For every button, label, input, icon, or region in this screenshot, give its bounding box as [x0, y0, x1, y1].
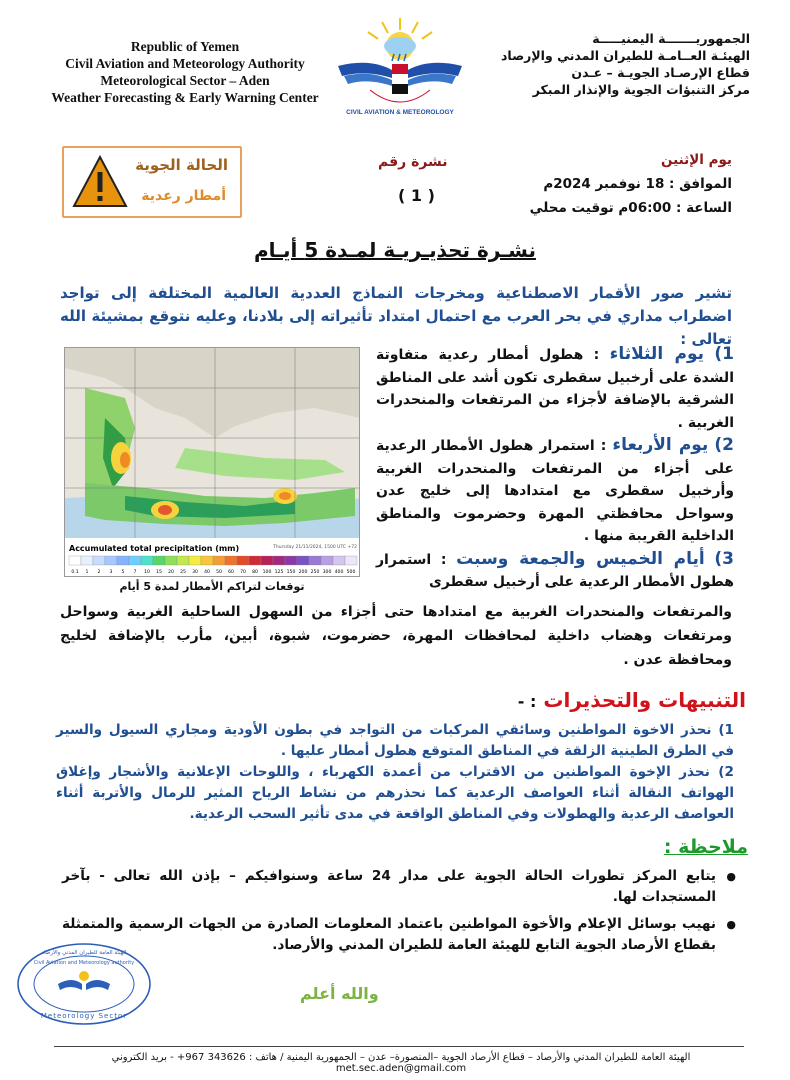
legend-tick-label: 50: [216, 570, 222, 575]
legend-tick-label: 100: [262, 570, 272, 575]
warnings-title-suffix: : -: [517, 692, 537, 711]
legend-swatch: [117, 556, 129, 565]
authority-logo: [330, 14, 470, 126]
header-en-line: Republic of Yemen: [130, 39, 240, 54]
seal-arabic: الهيئة العامة للطيران المدني والأرصاد: [41, 950, 127, 956]
legend-swatch: [321, 556, 333, 565]
legend-tick-label: 15: [156, 570, 162, 575]
legend-swatch: [345, 556, 357, 565]
status-title: الحالة الجوية: [135, 156, 228, 174]
legend-tick-label: 80: [252, 570, 258, 575]
logo-arc-text: CIVIL AVIATION & METEOROLOGY: [346, 109, 454, 116]
status-subtitle: أمطار رعدية: [141, 188, 226, 204]
map-caption: توقعات لتراكم الأمطار لمدة 5 أيام: [119, 580, 305, 593]
legend-tick-label: 25: [180, 570, 186, 575]
legend-swatch: [69, 556, 81, 565]
legend-swatch: [153, 556, 165, 565]
legend-swatch: [165, 556, 177, 565]
notes-title: ملاحظة :: [663, 836, 748, 858]
legend-swatch: [309, 556, 321, 565]
legend-tick-label: 7: [133, 570, 137, 575]
header-en-line: Civil Aviation and Meteorology Authority: [65, 56, 305, 71]
legend-swatch: [189, 556, 201, 565]
warning-triangle-icon: [72, 154, 128, 210]
legend-swatch: [297, 556, 309, 565]
seal-english: Civil Aviation and Meteorology authority: [33, 960, 135, 966]
legend-swatch: [285, 556, 297, 565]
legend-swatch: [213, 556, 225, 565]
weather-status-box: [62, 146, 242, 218]
legend-swatch: [261, 556, 273, 565]
day-text: : استمرار هطول الأمطار الرعدية على أجزاء من المرتفعات والمنحدرات الغربية وأرخبيل سقطرى مع امتدادها إلى خليج عدن وسواحل محافظتي المهرة وحضرموت والمناطق الداخلية القريبة منها .: [376, 438, 734, 544]
header-english: [30, 38, 340, 106]
date-block: [472, 148, 732, 220]
header-ar-line: الهيئـة العــامـة للطيران المدني والإرصاد: [500, 48, 750, 63]
legend-tick-label: 200: [298, 570, 308, 575]
forecast-days: [376, 343, 734, 594]
header-arabic: [460, 30, 750, 98]
warnings-title-text: التنبيهات والتحذيرات: [543, 688, 746, 712]
forecast-day: [376, 343, 734, 434]
warnings-title: [518, 688, 746, 712]
legend-swatch: [105, 556, 117, 565]
legend-swatch: [225, 556, 237, 565]
authority-seal: [14, 940, 154, 1028]
seal-bottom: Meteorology Sector: [40, 1012, 128, 1020]
day-name: يوم الإثنين: [660, 152, 732, 168]
legend-tick-label: 10: [144, 570, 150, 575]
legend-tick-label: 2: [97, 570, 101, 575]
notes-list: [62, 866, 738, 962]
legend-tick-label: 150: [286, 570, 296, 575]
legend-tick-label: 0.1: [71, 570, 79, 575]
map-legend-title: Accumulated total precipitation (mm): [69, 544, 240, 553]
warning-item: 1) نحذر الاخوة المواطنين وسائقي المركبات من التواجد في بطون الأودية ومجاري السيول والسير في الطرق الطينية الزلقة في المناطق المتوقع هطول أمطار عليها .: [56, 722, 734, 759]
legend-tick-label: 300: [322, 570, 332, 575]
note-item: ● يتابع المركز تطورات الحالة الجوية على مدار 24 ساعة وسنوافيكم – بإذن الله تعالى - بآخر المستجدات لها.: [62, 866, 738, 908]
day-number: 3): [714, 548, 734, 569]
precipitation-map: [64, 347, 360, 577]
legend-tick-label: 70: [240, 570, 246, 575]
legend-swatch: [273, 556, 285, 565]
map-legend-info: Thursday 21/11/2024, 1500 UTC +72: [273, 545, 357, 550]
day-heading: يوم الأربعاء: [612, 435, 709, 455]
note-item: ● نهيب بوسائل الإعلام والأخوة المواطنين باعتماد المعلومات الصادرة من الجهات الرسمية والمتمثلة بقطاع الأرصاد الجوية التابع للهيئة العامة للطيران المدني والأرصاد.: [62, 914, 738, 956]
legend-tick-label: 30: [192, 570, 198, 575]
legend-tick-label: 250: [310, 570, 320, 575]
legend-swatch: [141, 556, 153, 565]
legend-tick-label: 5: [121, 570, 125, 575]
legend-swatch: [129, 556, 141, 565]
warning-item: 2) نحذر الإخوة المواطنين من الاقتراب من أعمدة الكهرباء ، واللوحات الإعلانية والأشجار وإغلاق الهواتف النقالة أثناء العواصف الرعدية كما نحذرهم من نشاط الرياح المثير للرمال والأتربة أثناء العواصف الرعدية والهطولات وفي المناطق الواقعة في مدى تأثير السحب الرعدية.: [56, 764, 734, 822]
warnings-body: [56, 720, 734, 825]
time-line: الساعة : 06:00م توقيت محلي: [529, 200, 732, 216]
day-number: 2): [714, 435, 735, 455]
legend-tick-label: 500: [346, 570, 356, 575]
header-en-line: Meteorological Sector – Aden: [100, 73, 270, 88]
day3-continuation: والمرتفعات والمنحدرات الغربية مع امتدادها حتى أجزاء من السهول الساحلية الغربية وسواحل ومرتفعات وهضاب داخلية لمحافظات المهرة، حضرموت، شبوة، أبين، مأرب بالإضافة لخليج ومحافظة عدن .: [60, 604, 732, 668]
legend-tick-label: 3: [109, 570, 113, 575]
legend-tick-label: 40: [204, 570, 210, 575]
legend-tick-label: 125: [274, 570, 284, 575]
legend-swatch: [177, 556, 189, 565]
day-text: : هطول أمطار رعدية متفاوتة الشدة على أرخبيل سقطرى تكون أشد على المناطق الشرقية بالإضافة لأجزاء من المرتفعات والمنحدرات الغربية .: [376, 347, 734, 431]
header-ar-line: قطاع الإرصـاد الجويـة – عـدن: [571, 65, 750, 80]
legend-swatch: [201, 556, 213, 565]
bulletin-number: ( 1 ): [398, 186, 435, 205]
day-heading: أيام الخميس والجمعة وسبت: [456, 548, 705, 569]
header-ar-line: الجمهوريـــــــة اليمنيـــــة: [592, 31, 750, 46]
header-ar-line: مركز التنبؤات الجوية والإنذار المبكر: [532, 82, 750, 97]
intro-paragraph: تشير صور الأقمار الاصطناعية ومخرجات النماذج العددية العالمية المختلفة إلى تواجد اضطراب مداري في بحر العرب مع احتمال امتداد تأثيراته إلى بلادنا، وعليه نتوقع بمشيئة الله تعالى :: [60, 284, 732, 348]
day-number: 1): [714, 344, 734, 364]
legend-tick-label: 400: [334, 570, 344, 575]
footer-text: الهيئة العامة للطيران المدني والأرصاد – قطاع الأرصاد الجوية –المنصورة– عدن – الجمهورية اليمنية / هاتف : 343626 967+ - بريد الكتروني met.sec.aden@gmail.com: [111, 1052, 691, 1074]
closing-phrase: والله أعلم: [300, 984, 379, 1003]
legend-swatch: [249, 556, 261, 565]
footer-divider: [54, 1046, 744, 1047]
legend-tick-label: 1: [85, 570, 89, 575]
header-en-line: Weather Forecasting & Early Warning Center: [51, 90, 319, 105]
day-heading: يوم الثلاثاء: [609, 344, 705, 364]
forecast-day: [376, 548, 734, 594]
day-text: : استمرار هطول الأمطار الرعدية على أرخبيل سقطرى: [376, 551, 734, 590]
legend-swatch: [81, 556, 93, 565]
legend-swatch: [93, 556, 105, 565]
legend-tick-label: 60: [228, 570, 234, 575]
bulletin-label: نشرة رقم: [378, 154, 448, 170]
legend-swatch: [333, 556, 345, 565]
date-line: الموافق : 18 نوفمبر 2024م: [543, 176, 732, 192]
forecast-day: [376, 434, 734, 548]
legend-swatch: [237, 556, 249, 565]
legend-tick-label: 20: [168, 570, 174, 575]
page-title: نشـرة تحذيـريـة لمـدة 5 أيـام: [254, 238, 536, 262]
